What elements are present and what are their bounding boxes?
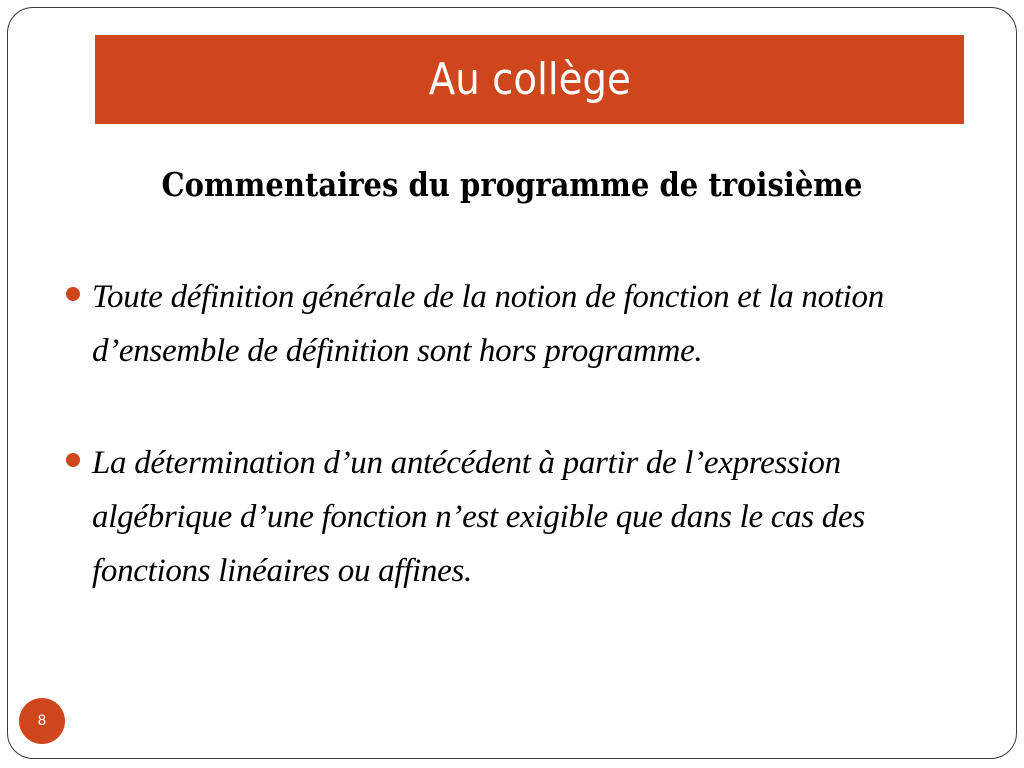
page-number: 8	[37, 713, 47, 729]
title-banner	[95, 35, 964, 124]
bullet-item	[62, 436, 962, 598]
bullet-dot-icon	[66, 453, 80, 467]
bullet-item	[62, 270, 962, 378]
bullet-text: La détermination d’un antécédent à partir de l’expression algébrique d’une fonction n’est exigible que dans le cas des fonctions linéaires ou affines.	[92, 445, 865, 589]
bullet-list	[62, 270, 962, 656]
page-number-badge	[19, 698, 65, 744]
slide-subtitle: Commentaires du programme de troisième	[161, 165, 863, 204]
bullet-text: Toute définition générale de la notion de fonction et la notion d’ensemble de définition sont hors programme.	[92, 279, 884, 369]
bullet-dot-icon	[66, 287, 80, 301]
slide-title: Au collège	[428, 54, 631, 105]
